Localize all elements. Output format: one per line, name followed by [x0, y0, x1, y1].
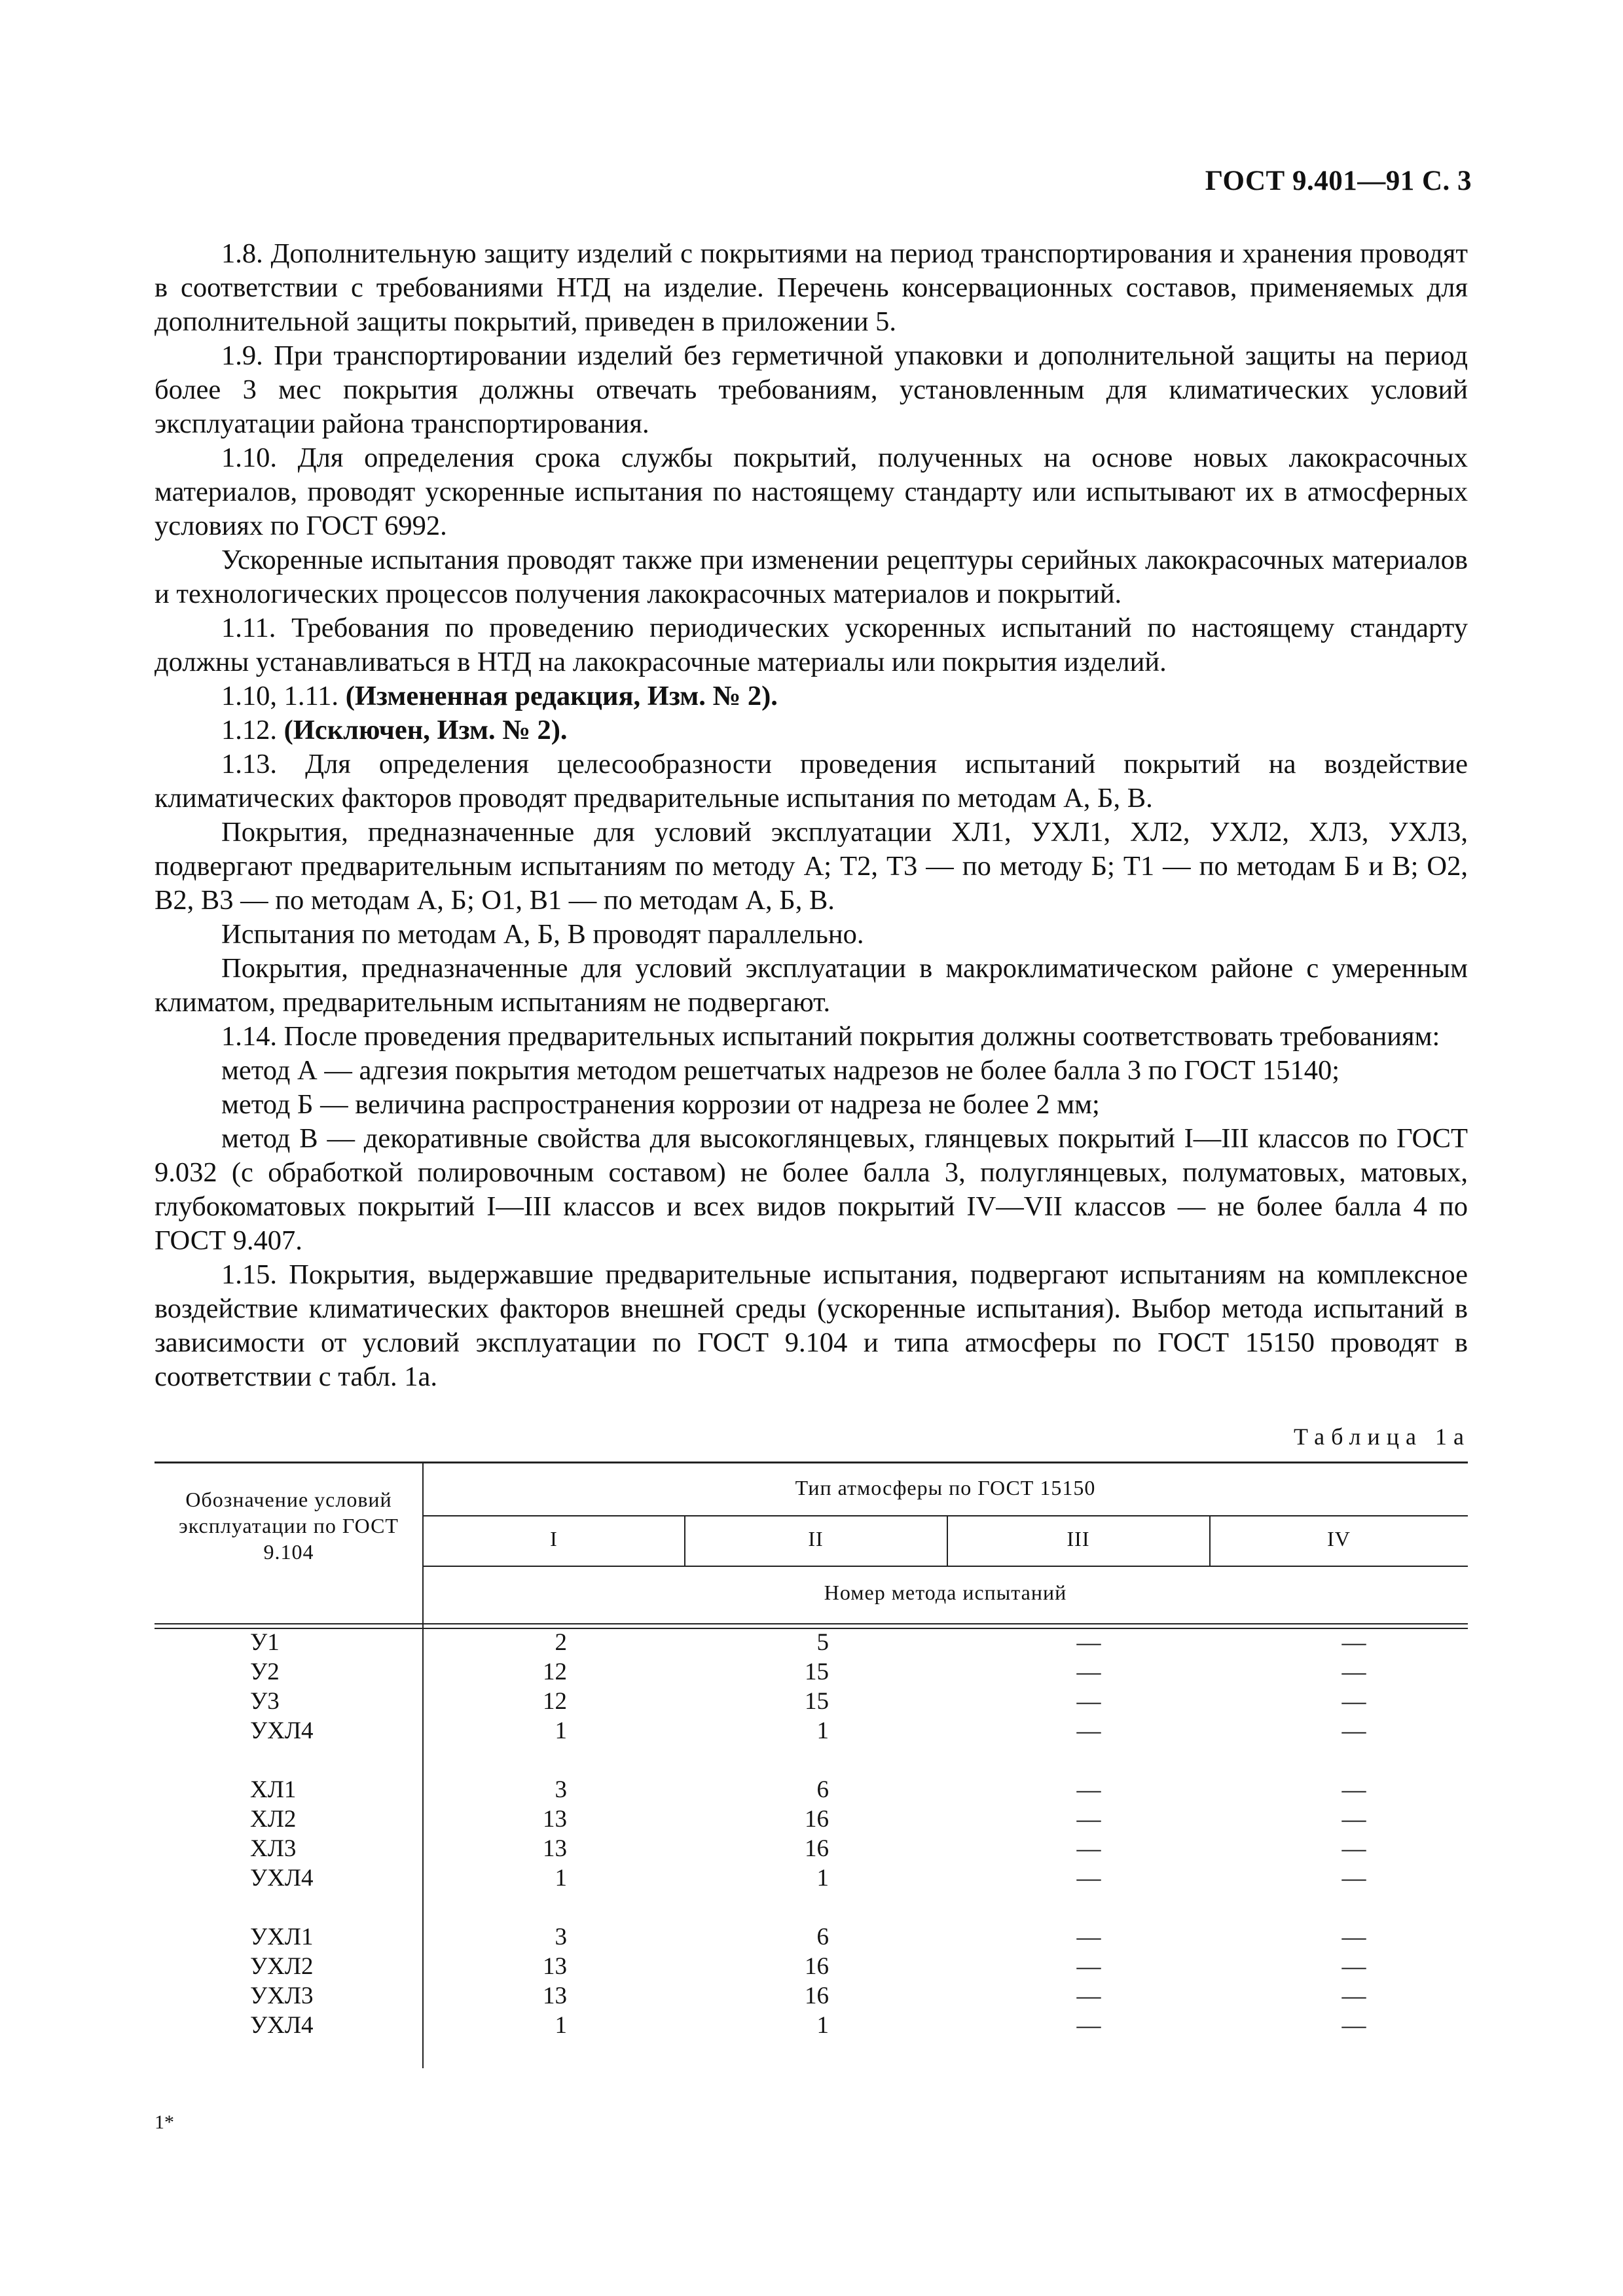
body-text — [155, 237, 1468, 1394]
table-cell-method: — — [1341, 1717, 1366, 1744]
table-cell-method: 1 — [816, 1865, 829, 1892]
table-cell-condition: ХЛ2 — [250, 1806, 297, 1833]
paragraph: Ускоренные испытания проводят также при изменении рецептуры серийных лакокрасочных материалов и технологических процессов получения лакокрасочных материалов и покрытий. — [155, 545, 1468, 609]
amendment-prefix: 1.12. — [221, 715, 284, 745]
table-divider — [423, 1515, 1468, 1516]
paragraph: 1.11. Требования по проведению периодических ускоренных испытаний по настоящему стандарту должны устанавливаться в НТД на лакокрасочные материалы или покрытия изделий. — [155, 613, 1468, 677]
table-cell-method: 12 — [543, 1688, 567, 1715]
table-cell-method: — — [1076, 1953, 1101, 1980]
table-cell-method: 3 — [555, 1776, 567, 1803]
table-cell-method: 2 — [555, 1629, 567, 1656]
table-cell-condition: ХЛ1 — [250, 1776, 297, 1803]
method-item: метод Б — величина распространения коррозии от надреза не более 2 мм; — [221, 1089, 1100, 1120]
amendment-prefix: 1.10, 1.11. — [221, 681, 346, 711]
paragraph: 1.8. Дополнительную защиту изделий с покрытиями на период транспортирования и хранения проводят в соответствии с требованиями НТД на изделие. Перечень консервационных составов, применяемых для дополнительной защиты покрытий, приведен в приложении 5. — [155, 238, 1468, 337]
table-cell-method: 1 — [555, 1717, 567, 1744]
table-cell-method: 13 — [543, 1953, 567, 1980]
paragraph: Испытания по методам А, Б, В проводят параллельно. — [221, 919, 864, 950]
table-cell-method: — — [1076, 1688, 1101, 1715]
table-cell-method: 6 — [816, 1924, 829, 1950]
column-subheader: Номер метода испытаний — [824, 1581, 1067, 1604]
paragraph: 1.14. После проведения предварительных испытаний покрытия должны соответствовать требованиям: — [221, 1021, 1440, 1052]
table-cell-method: — — [1341, 1865, 1366, 1892]
table-cell-method: — — [1076, 1835, 1101, 1862]
table-cell-method: — — [1076, 1806, 1101, 1833]
paragraph: 1.13. Для определения целесообразности проведения испытаний покрытий на воздействие климатических факторов проводят предварительные испытания по методам А, Б, В. — [155, 749, 1468, 814]
table-cell-method: 5 — [816, 1629, 829, 1656]
table-cell-method: — — [1076, 1659, 1101, 1685]
table-cell-method: 15 — [805, 1688, 829, 1715]
table-cell-condition: УХЛ4 — [250, 1865, 314, 1892]
table-cell-method: 12 — [543, 1659, 567, 1685]
table-cell-condition: У3 — [250, 1688, 280, 1715]
amendment-bold: (Измененная редакция, Изм. № 2). — [345, 681, 778, 711]
method-item: метод А — адгезия покрытия методом решетчатых надрезов не более балла 3 по ГОСТ 15140; — [221, 1055, 1340, 1086]
table-divider — [423, 1566, 1468, 1567]
table-cell-condition: У2 — [250, 1659, 280, 1685]
paragraph: Покрытия, предназначенные для условий эксплуатации ХЛ1, УХЛ1, ХЛ2, УХЛ2, ХЛ3, УХЛ3, подвергают предварительным испытаниям по методу А; Т2, Т3 — по методу Б; Т1 — по методам Б и В; О2, В2, В3 — по методам А, Б; О1, В1 — по методам А, Б, В. — [155, 817, 1468, 916]
table-cell-method: 13 — [543, 1982, 567, 2009]
paragraph: 1.10. Для определения срока службы покрытий, полученных на основе новых лакокрасочных материалов, проводят ускоренные испытания по настоящему стандарту или испытывают их в атмосферных условиях по ГОСТ 6992. — [155, 442, 1468, 541]
table-cell-method: 1 — [555, 1865, 567, 1892]
amendment-note — [155, 679, 1468, 713]
method-item: метод В — декоративные свойства для высокоглянцевых, глянцевых покрытий I—III классов по ГОСТ 9.032 (с обработкой полировочным составом) не более балла 3, полуглянцевых, полуматовых, матовых, глубокоматовых покрытий I—III классов и всех видов покрытий IV—VII классов — не более балла 4 по ГОСТ 9.407. — [155, 1123, 1468, 1256]
amendment-note — [155, 713, 1468, 747]
table-cell-method: — — [1076, 1776, 1101, 1803]
column-header-type: I — [550, 1527, 558, 1551]
table-1a — [155, 1462, 1468, 2068]
paragraph: Покрытия, предназначенные для условий эксплуатации в макроклиматическом районе с умеренным климатом, предварительным испытаниям не подвергают. — [155, 953, 1468, 1018]
table-cell-condition: УХЛ4 — [250, 1717, 314, 1744]
column-header-type: III — [1067, 1527, 1090, 1551]
table-cell-method: — — [1341, 1953, 1366, 1980]
table-column-rule — [422, 1462, 424, 2068]
table-cell-condition: УХЛ4 — [250, 2012, 314, 2039]
column-group-header: Тип атмосферы по ГОСТ 15150 — [795, 1476, 1096, 1499]
column-header-type: II — [808, 1527, 824, 1551]
table-caption: Таблица 1а — [1294, 1424, 1470, 1450]
table-cell-method: — — [1076, 1865, 1101, 1892]
table-cell-method: — — [1341, 1688, 1366, 1715]
table-cell-method: — — [1076, 2012, 1101, 2039]
table-cell-method: 1 — [816, 2012, 829, 2039]
table-cell-method: — — [1341, 1982, 1366, 2009]
footer-mark: 1* — [155, 2111, 174, 2133]
table-cell-condition: УХЛ2 — [250, 1953, 314, 1980]
table-cell-method: 15 — [805, 1659, 829, 1685]
table-cell-method: — — [1076, 1982, 1101, 2009]
table-cell-method: 1 — [555, 2012, 567, 2039]
column-header-conditions: Обозначение условий эксплуатации по ГОСТ 9.104 — [179, 1488, 399, 1564]
table-cell-condition: УХЛ3 — [250, 1982, 314, 2009]
table-cell-method: — — [1076, 1924, 1101, 1950]
table-cell-method: — — [1341, 1659, 1366, 1685]
table-cell-method: — — [1341, 1835, 1366, 1862]
table-cell-condition: У1 — [250, 1629, 280, 1656]
table-cell-method: — — [1341, 1629, 1366, 1656]
table-cell-method: — — [1341, 1924, 1366, 1950]
table-cell-method: 3 — [555, 1924, 567, 1950]
table-cell-method: 13 — [543, 1835, 567, 1862]
table-cell-method: 16 — [805, 1953, 829, 1980]
table-cell-condition: ХЛ3 — [250, 1835, 297, 1862]
table-cell-method: 16 — [805, 1835, 829, 1862]
table-cell-method: 13 — [543, 1806, 567, 1833]
table-cell-method: 1 — [816, 1717, 829, 1744]
table-cell-method: — — [1076, 1629, 1101, 1656]
table-header-bottom-border — [155, 1623, 1468, 1624]
amendment-bold: (Исключен, Изм. № 2). — [283, 715, 568, 745]
table-cell-condition: УХЛ1 — [250, 1924, 314, 1950]
paragraph: 1.9. При транспортировании изделий без герметичной упаковки и дополнительной защиты на период более 3 мес покрытия должны отвечать требованиям, установленным для климатических условий эксплуатации района транспортирования. — [155, 340, 1468, 439]
column-header-type: IV — [1327, 1527, 1351, 1551]
table-cell-method: 16 — [805, 1806, 829, 1833]
table-top-border — [155, 1462, 1468, 1463]
table-cell-method: — — [1341, 1776, 1366, 1803]
paragraph: 1.15. Покрытия, выдержавшие предварительные испытания, подвергают испытаниям на комплексное воздействие климатических факторов внешней среды (ускоренные испытания). Выбор метода испытаний в зависимости от условий эксплуатации по ГОСТ 9.104 и типа атмосферы по ГОСТ 15150 проводят в соответствии с табл. 1а. — [155, 1259, 1468, 1392]
table-cell-method: 16 — [805, 1982, 829, 2009]
table-cell-method: — — [1341, 1806, 1366, 1833]
table-cell-method: 6 — [816, 1776, 829, 1803]
table-cell-method: — — [1341, 2012, 1366, 2039]
table-cell-method: — — [1076, 1717, 1101, 1744]
page-header: ГОСТ 9.401—91 С. 3 — [1205, 166, 1472, 196]
